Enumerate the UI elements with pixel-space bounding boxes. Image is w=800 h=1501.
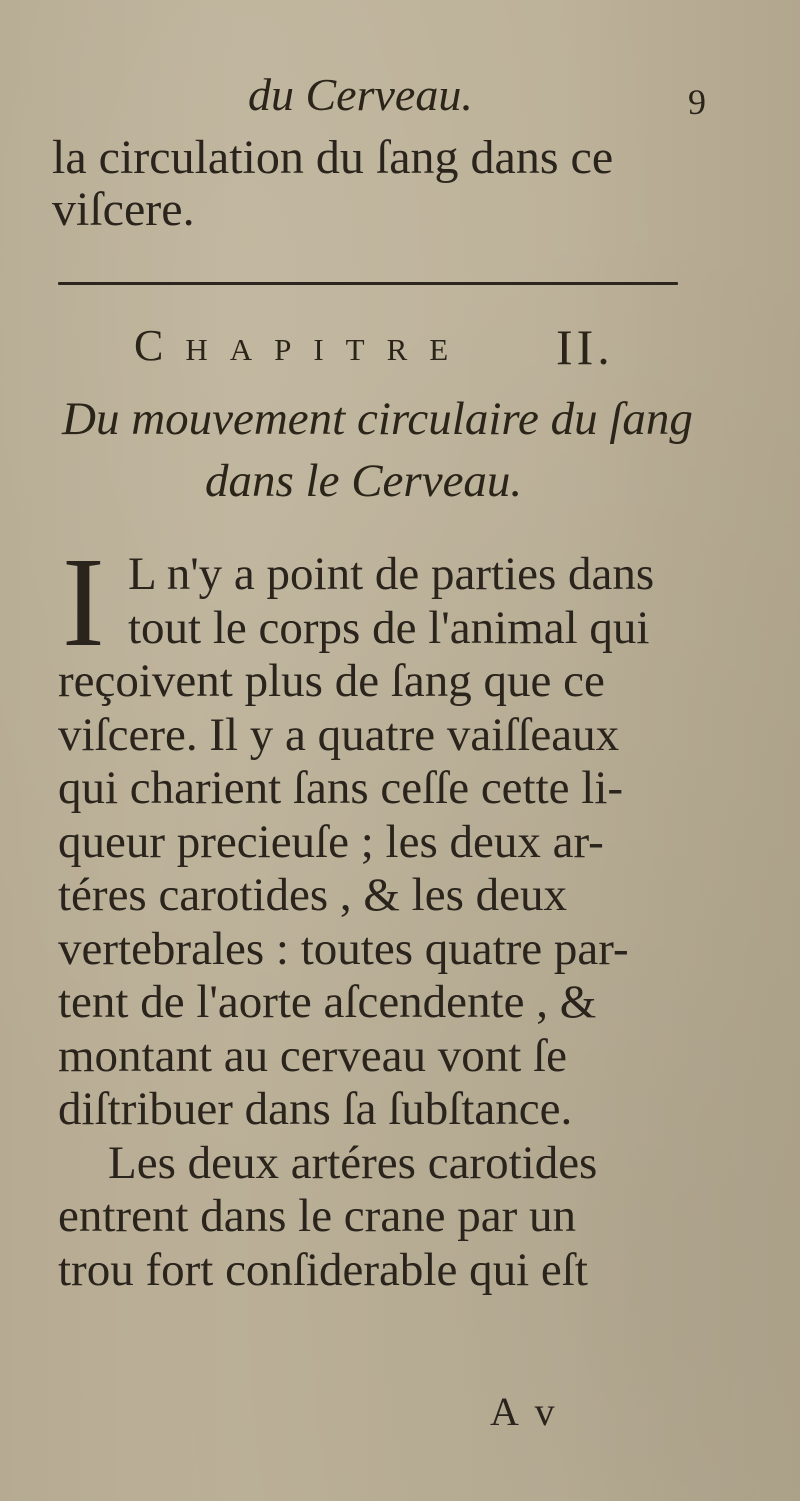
body-line: viſcere. Il y a quatre vaiſſeaux bbox=[58, 708, 620, 761]
horizontal-rule bbox=[58, 282, 678, 285]
body-line: tout le corps de l'animal qui bbox=[128, 601, 650, 654]
body-line: téres carotides , & les deux bbox=[58, 869, 567, 921]
body-paragraph bbox=[58, 531, 758, 1297]
carryover-paragraph bbox=[52, 132, 752, 236]
body-line: diſtribuer dans ſa ſubſtance. bbox=[58, 1083, 573, 1135]
text-line: la circulation du ſang dans ce bbox=[52, 131, 614, 184]
body-line: L n'y a point de parties dans bbox=[128, 548, 655, 600]
running-title: du Cerveau. bbox=[248, 69, 473, 120]
drop-cap: I bbox=[62, 531, 105, 673]
body-line: trou fort conſiderable qui eſt bbox=[58, 1243, 588, 1296]
page-number: 9 bbox=[688, 82, 706, 122]
body-line: entrent dans le crane par un bbox=[58, 1190, 577, 1242]
chapter-title-line: Du mouvement circulaire du ſang bbox=[62, 393, 693, 445]
body-line: qui charient ſans ceſſe cette li- bbox=[58, 762, 624, 814]
body-line: reçoivent plus de ſang que ce bbox=[58, 655, 605, 707]
chapter-label: Chapitre bbox=[134, 321, 471, 370]
body-line: vertebrales : toutes quatre par- bbox=[58, 922, 629, 975]
signature-mark: A v bbox=[490, 1389, 559, 1434]
body-line: Les deux artéres carotides bbox=[108, 1136, 598, 1189]
chapter-title-line: dans le Cerveau. bbox=[205, 455, 523, 507]
running-head bbox=[0, 69, 800, 132]
body-line: tent de l'aorte aſcendente , & bbox=[58, 976, 597, 1028]
text-line: viſcere. bbox=[52, 183, 195, 236]
body-line: queur precieuſe ; les deux ar- bbox=[58, 815, 604, 868]
chapter-number: II. bbox=[556, 319, 614, 375]
chapter-heading bbox=[0, 319, 800, 384]
body-line: montant au cerveau vont ſe bbox=[58, 1029, 567, 1082]
